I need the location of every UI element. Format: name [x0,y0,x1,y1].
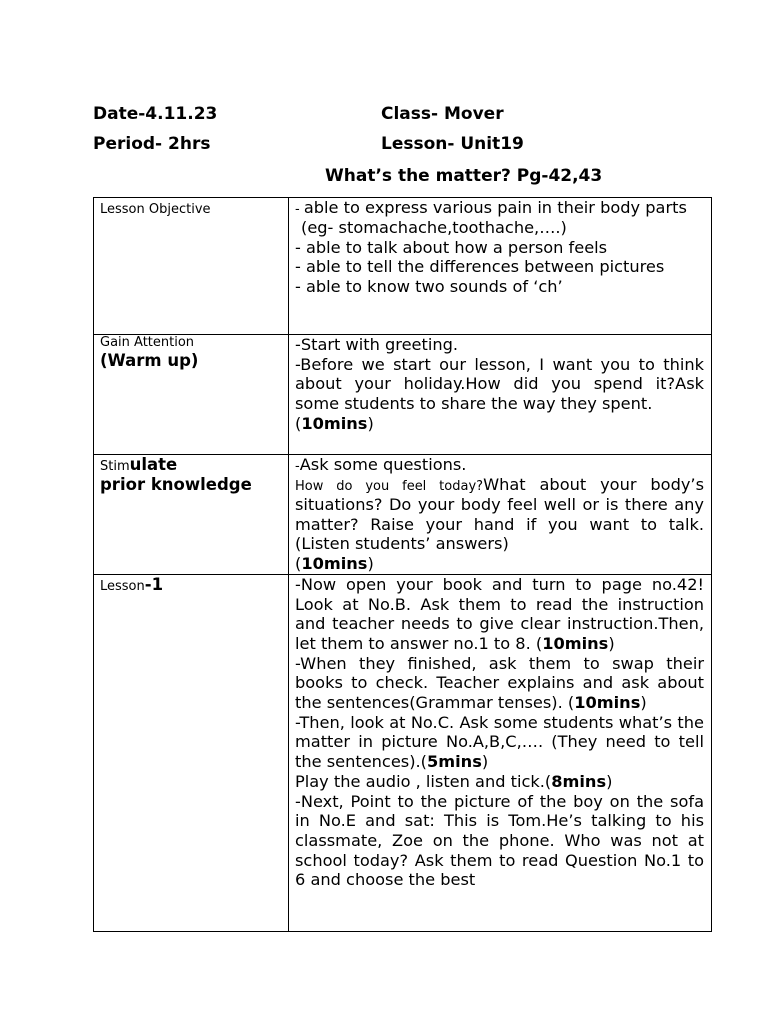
table-row-objective [94,198,712,335]
lesson-label: Lesson- Unit19 [381,134,524,154]
warmup-time: (10mins) [295,413,374,433]
warmup-label-small: Gain Attention [100,335,195,350]
stimulate-label-line-2: prior knowledge [100,475,252,494]
objective-content-cell [289,198,712,335]
date-label: Date-4.11.23 [93,104,218,124]
objective-label: Lesson Objective [100,202,211,217]
lesson1-label-cell [94,574,289,931]
warmup-content-cell [289,335,712,455]
warmup-label-bold: (Warm up) [100,351,199,370]
objective-label-cell [94,198,289,335]
lesson1-paragraph-2: -When they finished, ask them to swap their books to check. Teacher explains and ask about the sentences(Grammar tenses). (10mins) [295,653,704,713]
document-title: What’s the matter? Pg-42,43 [325,166,603,186]
table-row-warmup [94,335,712,455]
lesson1-paragraph-1: -Now open your book and turn to page no.42! Look at No.B. Ask them to read the instruction and teacher needs to give clear instruction.Then, let them to answer no.1 to 8. (10mins) [295,574,704,653]
lesson1-label: Lesson-1 [100,574,164,594]
warmup-label-cell [94,335,289,455]
lesson1-paragraph-3: -Then, look at No.C. Ask some students what’s the matter in picture No.A,B,C,…. (They need to tell the sentences).(5mins) [295,712,704,772]
class-label: Class- Mover [381,104,504,124]
objective-line-1: - able to express various pain in their body parts [295,198,687,217]
lesson1-paragraph-4: Play the audio , listen and tick.(8mins) [295,771,613,791]
period-label: Period- 2hrs [93,134,211,154]
stimulate-line-1: -Ask some questions. [295,455,467,474]
table-row-lesson-1 [94,574,712,931]
stimulate-label-line-1: Stimulate [100,455,178,474]
warmup-line-2: -Before we start our lesson, I want you to think about your holiday.How did you spend it?Ask some students to share the way they spent. [295,354,704,414]
lesson1-paragraph-5: -Next, Point to the picture of the boy on the sofa in No.E and sat: This is Tom.He’s talking to his classmate, Zoe on the phone. Who was not at school today? Ask them to read Question No.1 to 6 and choose the best [295,791,704,890]
objective-line-2: (eg- stomachache,toothache,….) [301,218,567,237]
stimulate-label-cell [94,455,289,575]
objective-line-5: - able to know two sounds of ‘ch’ [295,277,563,297]
objective-line-3: - able to talk about how a person feels [295,237,608,257]
warmup-line-1: -Start with greeting. [295,335,459,354]
stimulate-time: (10mins) [295,554,374,574]
table-row-stimulate [94,455,712,575]
stimulate-content-cell [289,455,712,575]
lesson1-content-cell [289,574,712,931]
objective-line-4: - able to tell the differences between pictures [295,257,665,277]
lesson-plan-table [93,197,712,932]
stimulate-line-2: How do you feel today?What about your body’s situations? Do your body feel well or is there any matter? Raise your hand if you want to talk.(Listen students’ answers) [295,475,705,554]
